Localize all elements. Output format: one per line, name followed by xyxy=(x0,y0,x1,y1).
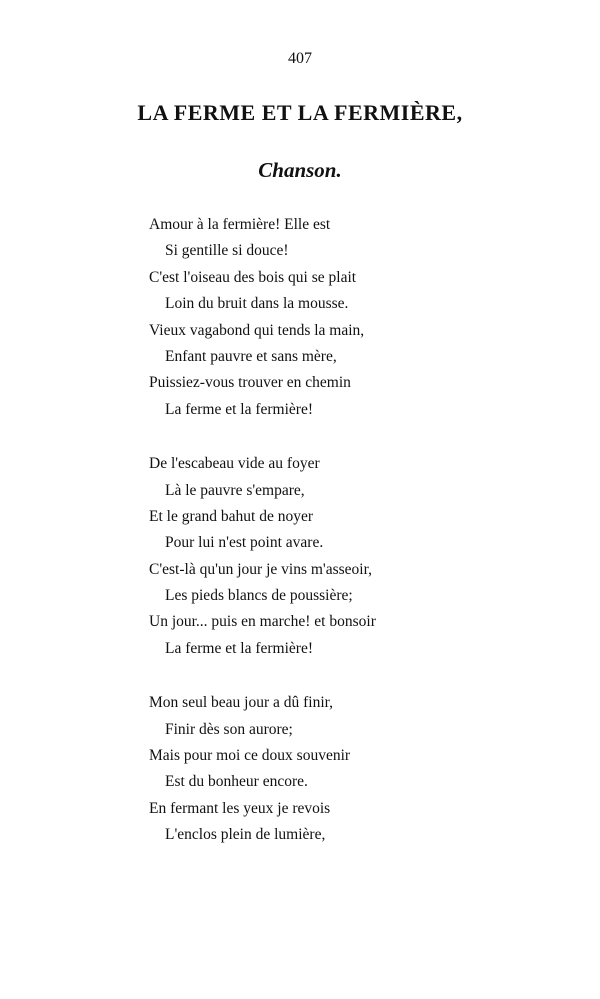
page-number: 407 xyxy=(288,50,312,67)
poem-line: Puissiez-vous trouver en chemin xyxy=(149,374,351,392)
poem-line: Mon seul beau jour a dû finir, xyxy=(149,694,334,712)
page-title: LA FERME ET LA FERMIÈRE, xyxy=(137,100,463,125)
poem-line: L'enclos plein de lumière, xyxy=(165,826,326,844)
stanza-2 xyxy=(149,451,569,662)
page-subtitle: Chanson. xyxy=(258,158,342,182)
poem-line: C'est-là qu'un jour je vins m'asseoir, xyxy=(149,560,373,578)
poem-line: Et le grand bahut de noyer xyxy=(149,507,313,525)
poem-line: Finir dès son aurore; xyxy=(165,720,293,738)
stanza-3 xyxy=(149,690,569,848)
poem-line: Là le pauvre s'empare, xyxy=(165,481,305,499)
poem-line: Si gentille si douce! xyxy=(165,242,289,260)
poem-line: Vieux vagabond qui tends la main, xyxy=(149,321,365,339)
poem-line: Un jour... puis en marche! et bonsoir xyxy=(149,613,376,631)
poem-line: Amour à la fermière! Elle est xyxy=(149,216,331,233)
poem-line: Mais pour moi ce doux souvenir xyxy=(149,747,351,765)
poem-line: C'est l'oiseau des bois qui se plait xyxy=(149,268,357,286)
poem xyxy=(149,212,569,877)
poem-line: En fermant les yeux je revois xyxy=(149,799,331,817)
poem-line: Pour lui n'est point avare. xyxy=(165,534,324,552)
poem-line: De l'escabeau vide au foyer xyxy=(149,455,320,473)
poem-line: Loin du bruit dans la mousse. xyxy=(165,295,349,313)
stanza-1 xyxy=(149,212,569,423)
poem-line: La ferme et la fermière! xyxy=(165,400,314,418)
poem-line: Est du bonheur encore. xyxy=(165,773,308,791)
poem-line: La ferme et la fermière! xyxy=(165,639,314,657)
poem-line: Les pieds blancs de poussière; xyxy=(165,587,353,605)
poem-line: Enfant pauvre et sans mère, xyxy=(165,347,337,365)
